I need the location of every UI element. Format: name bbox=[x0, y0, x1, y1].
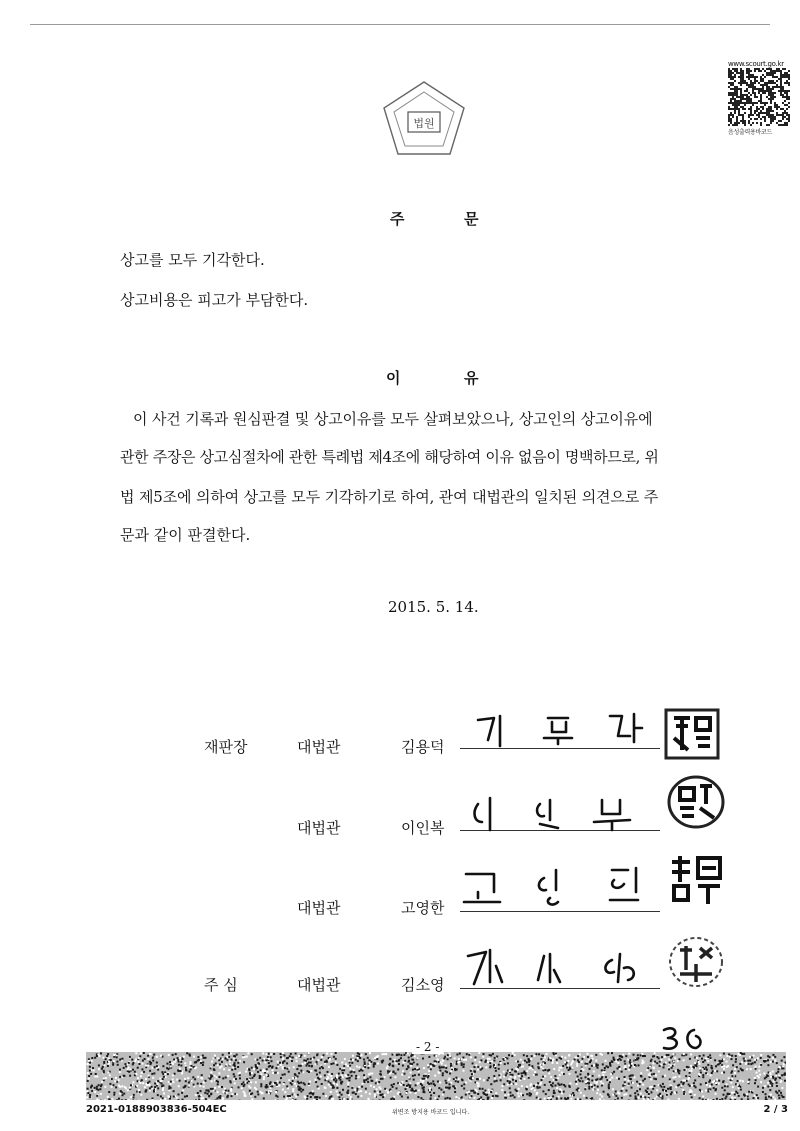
handwritten-signature bbox=[470, 706, 660, 750]
reasons-line: 문과 같이 판결한다. bbox=[120, 526, 251, 544]
reasons-heading-2: 유 bbox=[464, 369, 480, 387]
document-id: 2021-0188903836-504EC bbox=[86, 1104, 227, 1115]
page-number-center: - 2 - bbox=[412, 1040, 443, 1054]
top-rule bbox=[30, 24, 770, 25]
signature-name: 이인복 bbox=[401, 819, 445, 837]
court-emblem-icon bbox=[380, 78, 468, 158]
seal-stamp-1 bbox=[662, 706, 722, 762]
signature-role: 주 심 bbox=[204, 976, 238, 994]
handwritten-signature bbox=[460, 862, 660, 912]
order-heading-1: 주 bbox=[390, 210, 406, 228]
reasons-line: 법 제5조에 의하여 상고를 모두 기각하기로 하여, 관여 대법관의 일치된 의견으로 주 bbox=[120, 488, 659, 506]
reasons-line: 이 사건 기록과 원심판결 및 상고이유를 모두 살펴보았으나, 상고인의 상고이유에 bbox=[133, 410, 653, 428]
order-heading-2: 문 bbox=[464, 210, 480, 228]
seal-stamp-4 bbox=[666, 934, 726, 990]
judgment-date: 2015. 5. 14. bbox=[388, 598, 479, 616]
signature-name: 김용덕 bbox=[401, 738, 445, 756]
signature-title: 대법관 bbox=[297, 819, 341, 837]
handwritten-signature bbox=[462, 942, 662, 990]
signature-role: 재판장 bbox=[204, 738, 248, 756]
signature-title: 대법관 bbox=[297, 899, 341, 917]
seal-stamp-2 bbox=[666, 774, 726, 830]
order-line: 상고를 모두 기각한다. bbox=[120, 251, 265, 269]
page-indicator: 2 / 3 bbox=[763, 1104, 788, 1115]
handwritten-page-number bbox=[660, 1022, 710, 1056]
court-emblem-text: 법원 bbox=[413, 117, 435, 130]
order-line: 상고비용은 피고가 부담한다. bbox=[120, 291, 309, 309]
signature-name: 김소영 bbox=[401, 976, 445, 994]
signature-title: 대법관 bbox=[297, 738, 341, 756]
signature-title: 대법관 bbox=[297, 976, 341, 994]
handwritten-signature bbox=[470, 790, 660, 834]
seal-stamp-3 bbox=[666, 852, 726, 908]
reasons-line: 관한 주장은 상고심절차에 관한 특례법 제4조에 해당하여 이유 없음이 명백하므로, 위 bbox=[120, 448, 659, 466]
qr-code bbox=[728, 68, 790, 126]
qr-url: www.scourt.go.kr bbox=[728, 60, 784, 68]
signature-name: 고영한 bbox=[401, 899, 445, 917]
qr-label: 음성출력용바코드 bbox=[728, 129, 772, 136]
reasons-heading-1: 이 bbox=[386, 369, 402, 387]
barcode-notice: 위변조 방지용 바코드 입니다. bbox=[392, 1109, 470, 1116]
security-barcode bbox=[86, 1052, 786, 1100]
